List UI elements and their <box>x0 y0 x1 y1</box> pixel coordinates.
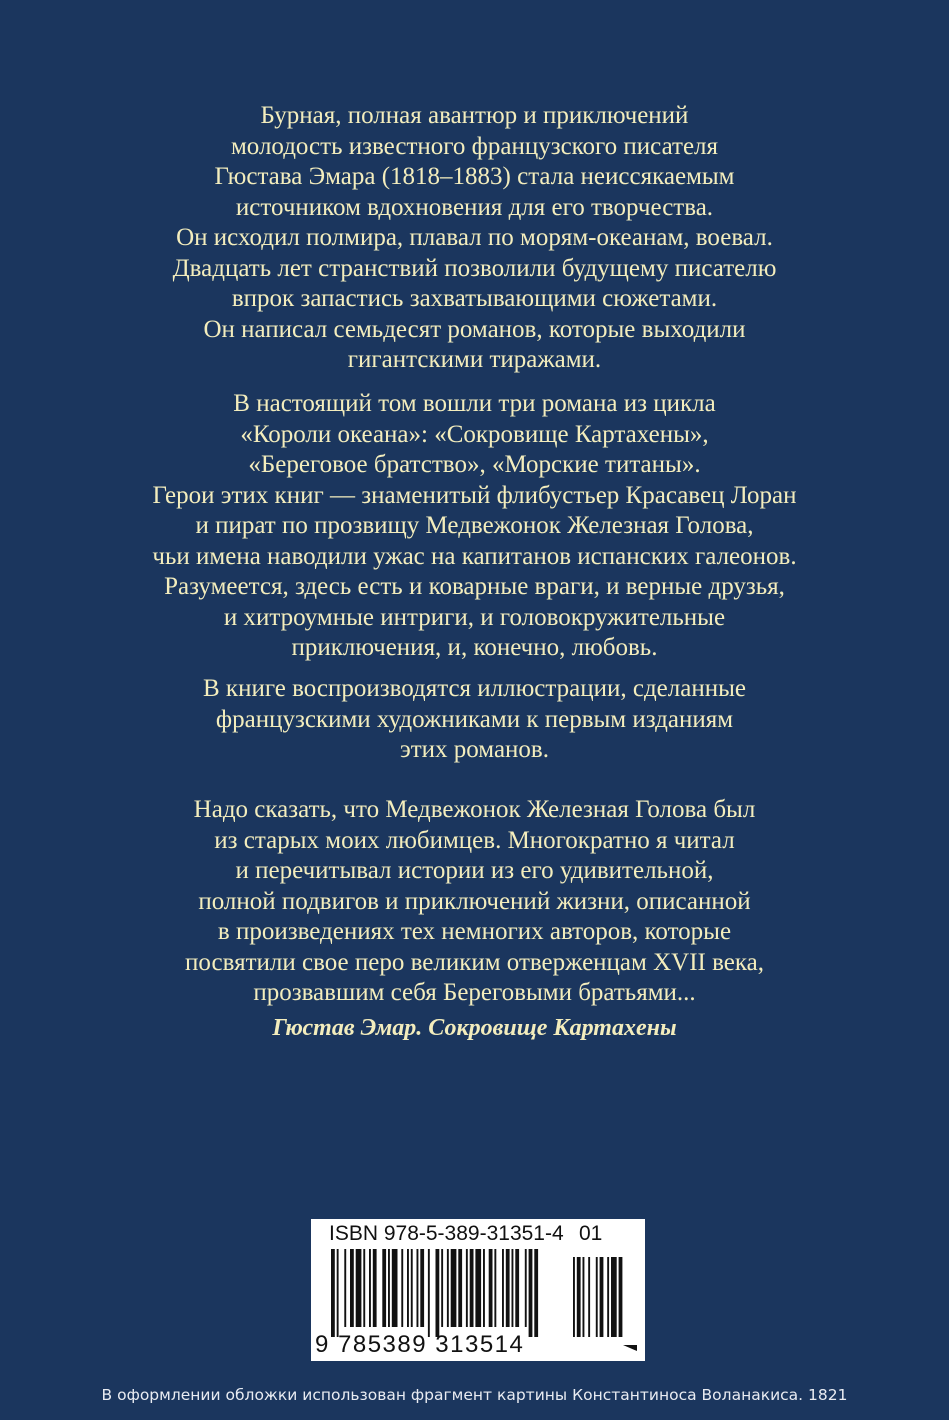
addon-bar <box>607 1257 609 1337</box>
description-paragraph-2 <box>40 389 909 664</box>
text-line: молодость известного французского писателя <box>230 132 719 160</box>
addon-bar <box>588 1257 590 1337</box>
barcode-bar <box>436 1249 440 1337</box>
barcode-bar <box>494 1249 496 1327</box>
isbn-label: ISBN 978-5-389-31351-4 <box>329 1222 564 1245</box>
quote-line: посвятили свое перо великим отверженцам XVII века, <box>185 948 764 976</box>
text-line: «Короли океана»: «Сокровище Картахены», <box>240 420 709 448</box>
barcode-bar <box>441 1249 443 1327</box>
addon-label: 01 <box>579 1222 603 1245</box>
barcode-bar <box>382 1249 386 1327</box>
text-line: Двадцать лет странствий позволили будущему писателю <box>172 254 777 282</box>
isbn-barcode <box>311 1219 645 1361</box>
text-line: Он написал семьдесят романов, которые выходили <box>203 315 746 343</box>
barcode-bar <box>529 1249 533 1337</box>
text-line: Он исходил полмира, плавал по морям-океанам, воевал. <box>176 224 773 251</box>
barcode-bar <box>515 1249 519 1327</box>
barcode-bar <box>401 1249 403 1327</box>
barcode-bar <box>489 1249 493 1327</box>
barcode-bar <box>506 1249 510 1327</box>
addon-bar <box>583 1257 585 1337</box>
barcode-bar <box>363 1249 365 1327</box>
quiet-zone-mark <box>623 1345 637 1351</box>
quote-line: и перечитывал истории из его удивительной, <box>235 857 714 884</box>
quote-line: из старых моих любимцев. Многократно я читал <box>214 826 735 854</box>
text-line: французскими художниками к первым изданиям <box>215 705 734 733</box>
addon-bar <box>577 1257 581 1337</box>
barcode-bar <box>534 1249 538 1337</box>
barcode-bar <box>512 1249 514 1327</box>
text-line: впрок запастись захватывающими сюжетами. <box>231 285 718 312</box>
barcode-bar <box>407 1249 409 1327</box>
text-line: этих романов. <box>400 736 549 763</box>
cover-credit: В оформлении обложки использован фрагмент картины Константиноса Воланакиса. 1821 <box>101 1386 848 1404</box>
quote-paragraph <box>40 795 909 1009</box>
text-line: и пират по прозвищу Медвежонок Железная Голова, <box>195 512 754 539</box>
description-paragraph-1 <box>40 101 909 376</box>
addon-bar <box>619 1257 623 1337</box>
barcode-bar <box>331 1249 335 1337</box>
barcode-bar <box>475 1249 481 1327</box>
barcode-bar <box>388 1249 390 1327</box>
barcode-bar <box>470 1249 474 1327</box>
text-line: приключения, и, конечно, любовь. <box>291 634 658 661</box>
barcode-bar <box>344 1249 346 1327</box>
barcode-bar <box>458 1249 462 1327</box>
quote-line: прозвавшим себя Береговыми братьями... <box>253 979 696 1006</box>
quote-line: полной подвигов и приключений жизни, описанной <box>198 887 751 915</box>
barcode-bar <box>483 1249 485 1327</box>
barcode-bar <box>447 1249 449 1327</box>
text-line: «Береговое братство», «Морские титаны». <box>248 451 701 478</box>
barcode-bar <box>525 1249 527 1327</box>
ean-digits: 9 785389 313514 <box>315 1331 525 1358</box>
addon-bar <box>573 1257 575 1337</box>
quote-line: Надо сказать, что Медвежонок Железная Голова был <box>193 796 756 823</box>
barcode-bar <box>451 1249 457 1327</box>
text-line: источником вдохновения для его творчества. <box>235 193 714 221</box>
quote-source: Гюстав Эмар. Сокровище Картахены <box>272 1015 677 1041</box>
barcode-bar <box>337 1249 339 1337</box>
barcode-bar <box>369 1249 371 1327</box>
description-paragraph-3 <box>40 674 909 766</box>
quote-line: в произведениях тех немногих авторов, которые <box>217 918 732 945</box>
barcode-bar <box>420 1249 424 1327</box>
barcode-bar <box>392 1249 398 1327</box>
text-line: Разумеется, здесь есть и коварные враги, и верные друзья, <box>164 573 785 600</box>
text-line: Гюстава Эмара (1818–1883) стала неиссякаемым <box>214 163 735 190</box>
barcode-bar <box>428 1249 430 1337</box>
barcode-bar <box>502 1249 504 1327</box>
barcode-bar <box>411 1249 413 1327</box>
addon-bar <box>611 1257 617 1337</box>
addon-bar <box>600 1257 604 1337</box>
barcode-bar <box>373 1249 377 1327</box>
text-line: гигантскими тиражами. <box>347 346 602 373</box>
barcode-bar <box>466 1249 468 1327</box>
text-line: чьи имена наводили ужас на капитанов испанских галеонов. <box>152 542 797 570</box>
text-line: Бурная, полная авантюр и приключений <box>260 102 689 129</box>
text-line: В книге воспроизводятся иллюстрации, сделанные <box>203 675 746 702</box>
addon-bar <box>596 1257 598 1337</box>
barcode-bar <box>350 1249 354 1327</box>
text-line: В настоящий том вошли три романа из цикла <box>233 390 716 417</box>
text-line: Герои этих книг — знаменитый флибустьер Красавец Лоран <box>152 481 797 509</box>
barcode-bar <box>417 1249 419 1327</box>
text-line: и хитроумные интриги, и головокружительные <box>223 603 726 631</box>
barcode-bar <box>356 1249 362 1327</box>
